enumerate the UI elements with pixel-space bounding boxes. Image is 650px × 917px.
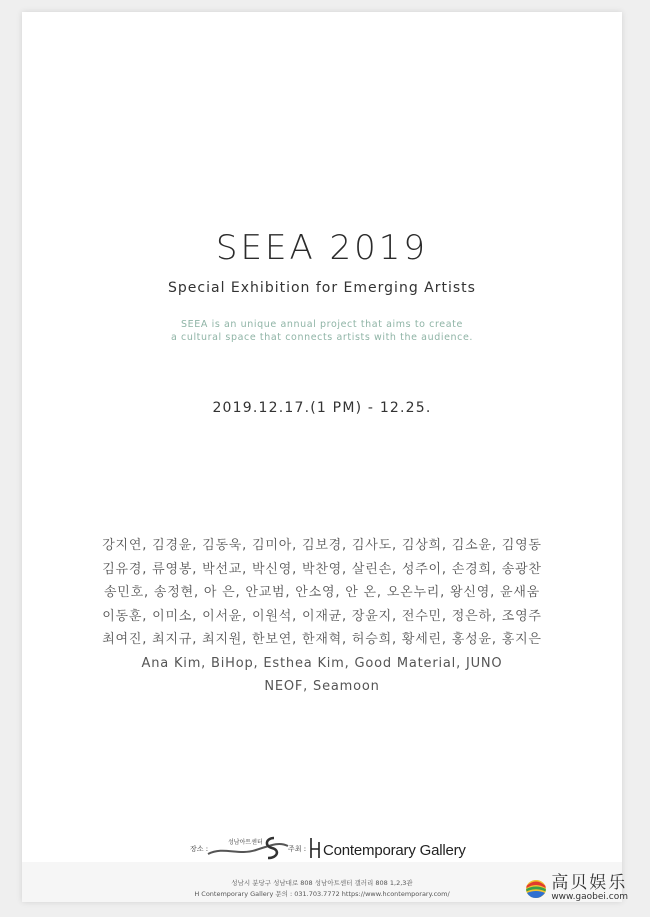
description-line: SEEA is an unique annual project that aims to create — [181, 319, 463, 330]
gallery-logo — [308, 832, 466, 860]
host-label: 주최 : — [288, 845, 307, 853]
artist-line: 강지연, 김경윤, 김동욱, 김미아, 김보경, 김사도, 김상희, 김소윤, 김영동 — [102, 538, 542, 553]
artist-line: 이동훈, 이미소, 이서윤, 이원석, 이재균, 장윤지, 전수민, 정은하, 조영주 — [102, 608, 542, 624]
watermark-text — [551, 874, 628, 903]
venue-logo-icon — [204, 832, 294, 860]
artist-line: 김유경, 류영봉, 박선교, 박신영, 박찬영, 살린손, 성주이, 손경희, 송광찬 — [102, 561, 542, 577]
watermark-url: www.gaobei.com — [551, 892, 628, 902]
venue-label: 장소 : — [190, 845, 209, 853]
artist-list — [22, 534, 622, 699]
gallery-name: Contemporary Gallery — [323, 842, 466, 859]
artist-line: 송민호, 송정현, 아 은, 안교범, 안소영, 안 온, 오온누리, 왕신영, 윤새움 — [103, 585, 541, 600]
venue-logo-text: 성남아트센터 — [228, 839, 263, 846]
artist-line: Ana Kim, BiHop, Esthea Kim, Good Material, JUNO — [141, 655, 503, 671]
sponsor-logos — [22, 830, 622, 862]
h-logo-icon — [308, 836, 322, 860]
artist-line: 최여진, 최지규, 최지원, 한보연, 한재혁, 허승희, 황세린, 홍성윤, 홍지은 — [102, 632, 542, 647]
artist-line: NEOF, Seamoon — [264, 679, 380, 694]
footer-address: 성남시 분당구 성남대로 808 성남아트센터 갤러리 808 1,2,3관 — [231, 879, 413, 887]
exhibition-poster — [22, 12, 622, 902]
watermark-name: 高贝娱乐 — [551, 873, 628, 893]
description-line: a cultural space that connects artists with the audience. — [170, 332, 474, 343]
rainbow-ball-icon — [525, 879, 547, 899]
poster-subtitle: Special Exhibition for Emerging Artists — [168, 280, 476, 296]
poster-title: SEEA 2019 — [215, 228, 429, 268]
site-watermark — [525, 874, 628, 903]
poster-description — [22, 318, 622, 344]
exhibition-date: 2019.12.17.(1 PM) - 12.25. — [212, 400, 432, 416]
footer-contact: H Contemporary Gallery 문의 : 031.703.7772 https://www.hcontemporary.com/ — [194, 890, 450, 898]
